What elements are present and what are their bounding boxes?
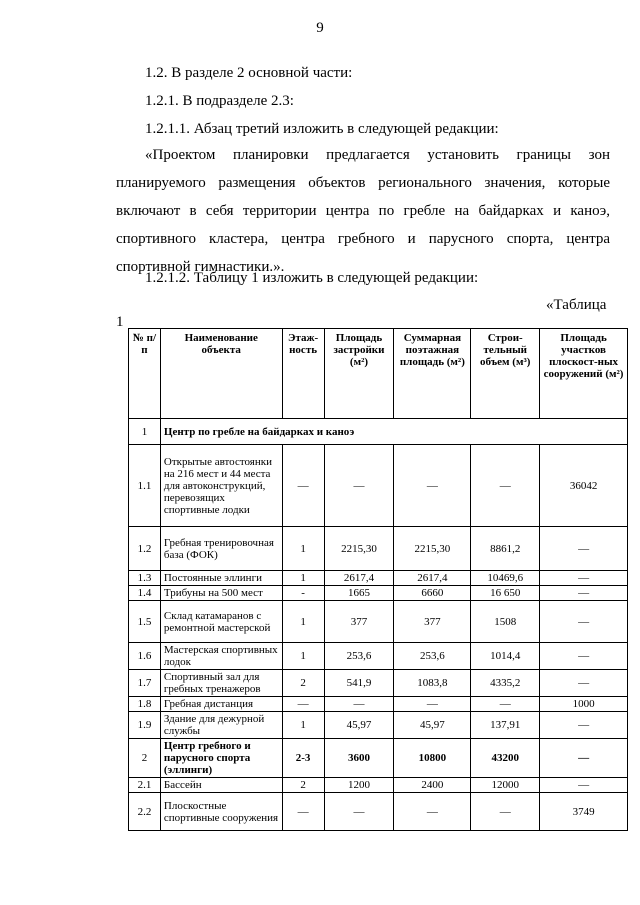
table-cell: 1.3 [129, 571, 161, 586]
section-1-title: Центр по гребле на байдарках и каноэ [160, 419, 627, 445]
table-cell: — [282, 445, 324, 527]
page-number: 9 [316, 20, 324, 36]
table-cell: 2215,30 [324, 527, 394, 571]
table-cell: 1 [282, 527, 324, 571]
table-cell: — [324, 697, 394, 712]
table-cell: 2 [129, 739, 161, 778]
table-cell: Бассейн [160, 778, 282, 793]
table-cell: 3749 [540, 793, 628, 831]
table-row [129, 778, 628, 793]
table-cell: — [471, 793, 540, 831]
table-cell: — [540, 670, 628, 697]
table-cell: 45,97 [324, 712, 394, 739]
table-cell: Спортивный зал для гребных тренажеров [160, 670, 282, 697]
table-row [129, 445, 628, 527]
table-cell: 1.1 [129, 445, 161, 527]
table-cell: 377 [324, 601, 394, 643]
paragraph-line-2: планируемого размещения объектов регионального значения, которые [116, 175, 610, 191]
table-cell: — [540, 601, 628, 643]
table-cell: — [394, 697, 471, 712]
table-cell: — [540, 712, 628, 739]
table-cell: — [394, 445, 471, 527]
table-row [129, 601, 628, 643]
table-cell: 8861,2 [471, 527, 540, 571]
table-cell: 1 [282, 601, 324, 643]
table-row [129, 527, 628, 571]
table-cell: — [540, 739, 628, 778]
table-cell: 2 [282, 670, 324, 697]
table-cell: 45,97 [394, 712, 471, 739]
table-cell: 1000 [540, 697, 628, 712]
table-cell: 1.6 [129, 643, 161, 670]
table-cell: 1200 [324, 778, 394, 793]
table-cell: 16 650 [471, 586, 540, 601]
table-cell: 43200 [471, 739, 540, 778]
table-cell: 2-3 [282, 739, 324, 778]
section-1-num: 1 [129, 419, 161, 445]
table-cell: 1083,8 [394, 670, 471, 697]
table-cell: 4335,2 [471, 670, 540, 697]
table-cell: — [324, 793, 394, 831]
table-caption-number: 1 [116, 314, 124, 330]
header-num: № п/п [129, 329, 161, 419]
paragraph-line-1: «Проектом планировки предлагается установить границы зон [145, 147, 610, 163]
table-cell: — [540, 643, 628, 670]
table-cell: 1.2 [129, 527, 161, 571]
header-volume: Строи-тельный объем (м³) [471, 329, 540, 419]
objects-table [128, 328, 628, 831]
table-cell: — [282, 697, 324, 712]
table-cell: Склад катамаранов с ремонтной мастерской [160, 601, 282, 643]
table-cell: 377 [394, 601, 471, 643]
table-row [129, 586, 628, 601]
table-cell: — [471, 445, 540, 527]
table-row [129, 571, 628, 586]
table-cell: 1.4 [129, 586, 161, 601]
table-cell: — [540, 527, 628, 571]
table-cell: — [471, 697, 540, 712]
table-cell: 1665 [324, 586, 394, 601]
clause-1-2-1: 1.2.1. В подразделе 2.3: [145, 93, 294, 109]
table-cell: 1.7 [129, 670, 161, 697]
table-cell: 36042 [540, 445, 628, 527]
table-cell: Гребная тренировочная база (ФОК) [160, 527, 282, 571]
table-cell: — [282, 793, 324, 831]
table-cell: 1.8 [129, 697, 161, 712]
table-cell: — [540, 778, 628, 793]
table-cell: — [540, 571, 628, 586]
clause-1-2: 1.2. В разделе 2 основной части: [145, 65, 353, 81]
clause-1-2-1-1: 1.2.1.1. Абзац третий изложить в следующей редакции: [145, 121, 499, 137]
table-cell: 2617,4 [324, 571, 394, 586]
table-cell: 1 [282, 643, 324, 670]
table-cell: 1508 [471, 601, 540, 643]
table-cell: 2 [282, 778, 324, 793]
table-row [129, 697, 628, 712]
header-total-floor-area: Суммарная поэтажная площадь (м²) [394, 329, 471, 419]
paragraph-line-4: спортивного кластера, центра гребного и парусного спорта, центра [116, 231, 610, 247]
table-cell: 12000 [471, 778, 540, 793]
table-cell: - [282, 586, 324, 601]
paragraph-line-5: спортивной гимнастики.». [116, 259, 285, 275]
table-cell: 2400 [394, 778, 471, 793]
table-cell: 10469,6 [471, 571, 540, 586]
table-cell: Мастерская спортивных лодок [160, 643, 282, 670]
clause-1-2-1-2: 1.2.1.2. Таблицу 1 изложить в следующей редакции: [145, 270, 479, 286]
table-cell: 1 [282, 571, 324, 586]
table-cell: 1.9 [129, 712, 161, 739]
table-cell: 253,6 [394, 643, 471, 670]
table-cell: 2.1 [129, 778, 161, 793]
header-name: Наименование объекта [160, 329, 282, 419]
table-row [129, 643, 628, 670]
table-cell: 1 [282, 712, 324, 739]
paragraph-line-3: включают в себя территории центра по гребле на байдарках и каноэ, [116, 203, 610, 219]
table-cell: 6660 [394, 586, 471, 601]
table-cell: — [540, 586, 628, 601]
header-floors: Этаж-ность [282, 329, 324, 419]
table-cell: 2.2 [129, 793, 161, 831]
table-cell: 253,6 [324, 643, 394, 670]
table-row [129, 712, 628, 739]
table-cell: 1.5 [129, 601, 161, 643]
header-building-area: Площадь застройки (м²) [324, 329, 394, 419]
table-cell: — [394, 793, 471, 831]
table-cell: 3600 [324, 739, 394, 778]
table-cell: Здание для дежурной службы [160, 712, 282, 739]
section-2-row [129, 739, 628, 778]
table-cell: 10800 [394, 739, 471, 778]
header-flat-area: Площадь участков плоскост-ных сооружений (м²) [540, 329, 628, 419]
table-cell: Гребная дистанция [160, 697, 282, 712]
table-row [129, 670, 628, 697]
table-cell: 541,9 [324, 670, 394, 697]
table-cell: 2215,30 [394, 527, 471, 571]
table-cell: Центр гребного и парусного спорта (эллинги) [160, 739, 282, 778]
table-cell: — [324, 445, 394, 527]
table-cell: 1014,4 [471, 643, 540, 670]
table-cell: Постоянные эллинги [160, 571, 282, 586]
table-row [129, 793, 628, 831]
table-caption: «Таблица [546, 297, 607, 313]
table-cell: Трибуны на 500 мест [160, 586, 282, 601]
table-cell: 2617,4 [394, 571, 471, 586]
table-cell: 137,91 [471, 712, 540, 739]
table-cell: Открытые автостоянки на 216 мест и 44 места для автоконструкций, перевозящих спортивные лодки [160, 445, 282, 527]
table-cell: Плоскостные спортивные сооружения [160, 793, 282, 831]
